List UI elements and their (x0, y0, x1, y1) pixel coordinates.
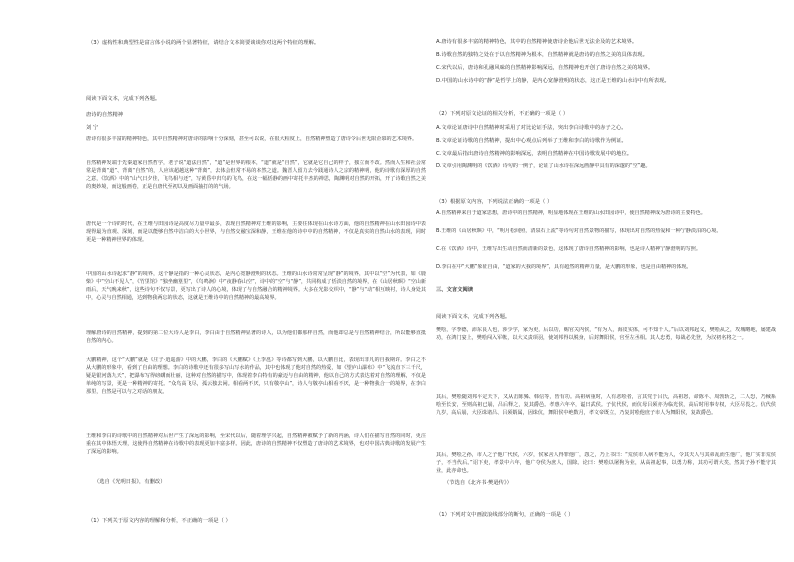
paragraph-2: 自然精神发端于先秦道家自然哲学，老子说“道法自然”，“道”是世界的根本，“道”就是“自然”，它就是它自己的样子，独立而不改。然而人生和社会常常是背离“道”、背离“自然”的，人应该超越这种“背离”，去体会但常不易的本然之道。魏晋人留力去今践通诗人之宗的精神明，他的诗歌有深厚的自然之意，《饮酒》中的“山气日夕佳，飞鸟相与还”，写黄昏中归鸟的飞鸟，在这一幅恬静的画中寄托丰杰的禅思，陶渊明对自然的开拓，开了诗歌自然之美的奥妙境，而这般画卷，正是自唐代至初以及画面抽打的的气场。 (86, 160, 426, 190)
classical-paragraph-2: 其后，樊哙随刘邦平定天下，又从击陈豨、韩信等，皆有功。高祖病重时，人有恶哙者，言其党于吕氏，高祖怒，命陈平、周勃斩之，二人恐，乃械系哙至长安，至则高祖已崩，吕后释之，复其爵邑。孝惠六年卒，谥曰武侯。子伉代侯，而伉母吕须亦为临光侯，高后时用事专权，大臣尽畏之。伉代侯九岁，高后崩，大臣诛诸吕、吕须婿属，因诛伉，舞阳侯中绝数月，孝文帝既立，乃复封哙他庶子市人为舞阳侯，复故爵邑。 (436, 394, 776, 416)
question-3: （3）虚构性和典型性是富言体小说的两个显著特征，请结合文本简要谈谈你对这两个特征的理解。 (88, 40, 320, 46)
option-d: D.中国的山水诗中的“静”是哲学上的静，是内心宽静澄明的状态，这正是王维的山水诗中有所表现。 (436, 78, 670, 84)
question-3: （3）根据原文内容，下列说法正确的一项是（ ） (436, 199, 553, 205)
paragraph-1: 唐诗有很多丰富的精神特色，其中自然精神对唐诗的影响十分深刻，甚至可以说，在很大程度上，自然精神塑造了唐诗令后世无限企慕的艺术境界。 (86, 136, 418, 142)
q3-option-b: B.王维的《山居秋暝》中，“明月松间照，清泉石上流”等诗句对自然景物的描写，体现出对自然的热爱和一种宁静淡泊的心境。 (436, 228, 722, 234)
article-author: 刘 宁 (86, 125, 99, 131)
question-2: （2）下列对原文论证的相关分析，不正确的一项是（ ） (436, 111, 569, 117)
question-1: （1）下列对文中画波浪线部分的断句，正确的一项是（ ） (436, 512, 574, 518)
reading-instruction: 阅读下面文本，完成下列各题。 (436, 314, 511, 320)
option-b: B.诗歌自然的独特之处在于以自然精神为根本，自然精神就是唐诗的自然之美的具体表现。 (436, 52, 648, 58)
section-heading: 三、文言文阅读 (436, 287, 474, 293)
question-1: （1）下列关于原文内容的理解和分析，不正确的一项是（ ） (88, 518, 231, 524)
classical-paragraph-1: 樊哙，字季德，沛东良人也，涉少学，家为吏，后以功，赐官关内侯，“有为人，海皮实体，可不知千人。”后以刘邦起义，樊哙从之，攻城略地，屡建战功，在鸿门宴上，樊哙闯入军帐，以大义责项羽，使刘邦得以脱身，后封舞阳侯，官至左丞相。其人忠勇，每战必先登，为汉初名将之一。 (436, 327, 776, 341)
paragraph-4: 中国的山水诗起求“静”的境界，这个静是指的一种心灵状态，是内心宽静澄明的状态。王维的山水诗常常呈现“静”的境界，其中以“空”为代表，如《鹿柴》中“空山不见人”，《竹里馆》“独坐幽篁里”，《鸟鸣涧》中“夜静春山空”，诗中的“空”与“静”，共同构成了恬淡自然的境界，在《山居秋暝》“空山新雨后，天气晚来秋”，这些诗句不仅写景，更写出了诗人的心境，体现了与自然融合的精神境界。大多在光影交织中，“静”与“动”相互映衬，诗人身处其中，心灵与自然相通，达到物我两忘的状态，这就是王维诗中的自然精神的最高境界。 (86, 271, 426, 301)
classical-paragraph-3: 其后，樊哙之孙，市人之子他广代侯，六岁，侯家舍人得罪他广，怨之，乃上书曰：“荒侯市人病不能为人，令其夫人与其弟乱而生他广，他广实非荒侯子，不当代后。”诏下吏，孝景中六年，他广夺侯为庶人，国除。论曰：樊哙以屠狗为业，从高祖起事，以勇力称，其功可谓大矣，然其子孙不能守其业，此亦命也。 (436, 452, 776, 474)
q3-option-d: D.李白在中“大鹏”象征自由，“道家的大我的境界”，具有超然的精神力量，是大鹏的形象，也是自由精神的体现。 (436, 264, 692, 270)
q2-option-d: D.文章引用陶渊明的《饮酒》诗句的一例子，论证了山水诗在深远画静中具有的深邃的“空”趣。 (436, 163, 651, 169)
q3-option-c: C.在《饮酒》诗中，王维写出生动自然而清新的景色，这体现了唐诗自然精神的影响，也是诗人精神宁静澄明的写照。 (436, 246, 701, 252)
paragraph-7: 王维和李白的诗歌中的自然精神对后世产生了深远的影响，至宋代以后，随着理学兴起，自然精神被赋予了新的内涵，诗人们在描写自然的同时，更注重在其中体悟天理，这使得自然精神在诗歌中的表现更加丰富多样。因此，唐诗的自然精神不仅塑造了唐诗的艺术境界，也对中国古典诗歌的发展产生了深远的影响。 (86, 433, 426, 455)
paragraph-5: 理解唐诗的自然精神，提到的第二位大诗人是李白，李白由于自然精神显著的诗人，以为他们都那样自然，而他却总是与自然精神结合，所以能够直抵自然的内心。 (86, 330, 426, 344)
q2-option-a: A.文章论证唐诗中自然精神时采用了对比论证手法，突出李白诗歌中的赤子之心。 (436, 125, 627, 131)
q2-option-c: C.文章最后指出唐诗自然精神的影响深远，表明自然精神在中国诗歌发展中的地位。 (436, 151, 633, 157)
option-c: C.宋代以后，唐诗和孔融风味的自然精神影响深远，自然精神也开创了唐诗自然之美的境界。 (436, 65, 654, 71)
source-note: （节选自《北齐书·樊逊传》） (444, 480, 512, 486)
source-note: （选自《光明日报》，有删改） (94, 479, 166, 485)
reading-instruction: 阅读下面文本，完成下列各题。 (86, 96, 161, 102)
paragraph-6: 大鹏精神，这个“大鹏”就是《庄子·逍遥游》中的大鹏，李白的《大鹏赋》《上李邕》等诗都写到大鹏，以大鹏自比，表现出非凡的自我期许。李白之不从大鹏的形象中，看到了自由的理想。李白的诗歌中还有很多写山写水的作品，其中也体现了他对自然的热爱，如《望庐山瀑布》中“飞流直下三千尺，疑是银河落九天”，把瀑布写得磅礴而壮丽，这种对自然的描写中，体现着李白特有的豪迈与自由的精神，他以自己的方式表达着对自然的理解，不仅是单纯的写景，更是一种精神的寄托。“众鸟高飞尽，孤云独去闲。相看两不厌，只有敬亭山”，诗人与敬亭山相看不厌，是一种物我合一的境界，在李白那里，自然是可以与之对话的朋友。 (86, 357, 426, 395)
article-title: 唐诗的自然精神 (86, 112, 124, 118)
option-a: A.唐诗有很多丰富的精神特色，其中的自然精神使唐诗企他后世无法企及的艺术境界。 (436, 39, 638, 45)
paragraph-3: 唐代是一个诗的时代，在王维与田园诗是高度尽力量中最多，表现自然精神对王维的影响，主要往体现在山水诗方面，他的自然精神在山水田园诗中表现得最为直观、深刻，而是以能够自然中洁白的大小世界，与自然交融宝深和静，王维在他的诗中中的自然精神，不仅是真实的自然山水的表现，同时更是一种精神世界的体现。 (86, 221, 426, 243)
q3-option-a: A.自然精神来自于道家思想，唐诗中的自然精神，明显地体现在王维的山水田园诗中，使自然精神成为唐诗的主要特色。 (436, 210, 706, 216)
q2-option-b: B.文章论证诗歌的自然精神，提出中心观点后列举了王维和李白的诗歌作为例证。 (436, 138, 627, 144)
